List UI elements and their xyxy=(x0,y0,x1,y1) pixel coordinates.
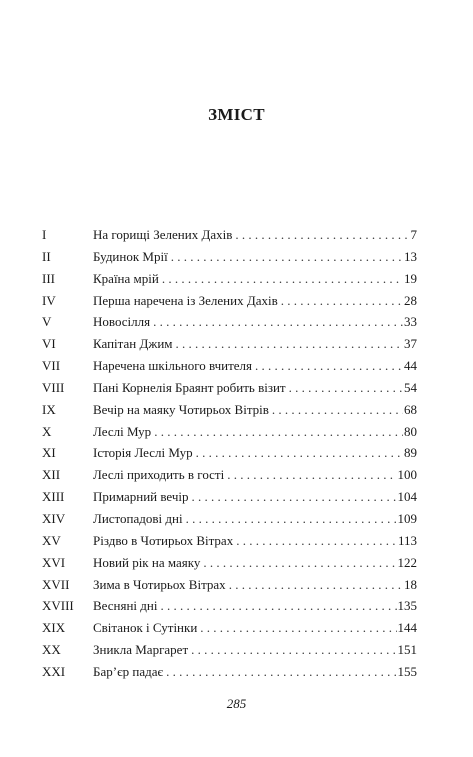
chapter-title: Наречена шкільного вчителя xyxy=(93,358,253,374)
toc-entry-15 xyxy=(42,533,417,555)
chapter-number: XII xyxy=(42,467,61,483)
chapter-number: XXI xyxy=(42,663,66,679)
dot-leader xyxy=(289,380,403,396)
chapter-page: 89 xyxy=(404,445,417,461)
chapter-number: XVIII xyxy=(42,598,74,614)
dot-leader xyxy=(200,620,396,636)
dot-leader xyxy=(281,293,403,309)
dot-leader xyxy=(166,664,396,680)
chapter-page: 104 xyxy=(397,489,417,505)
dot-leader xyxy=(196,445,403,461)
dot-leader xyxy=(154,424,403,440)
chapter-title: Історія Леслі Мур xyxy=(93,445,193,461)
chapter-page: 151 xyxy=(397,642,417,658)
chapter-page: 54 xyxy=(404,379,417,395)
toc-entry-19 xyxy=(42,620,417,642)
chapter-page: 135 xyxy=(397,598,417,614)
dot-leader xyxy=(227,467,396,483)
toc-entry-10 xyxy=(42,424,417,446)
chapter-page: 68 xyxy=(404,401,417,417)
chapter-title: Пані Корнелія Браянт робить візит xyxy=(93,379,286,395)
chapter-number: VII xyxy=(42,358,61,374)
chapter-title: На горищі Зелених Дахів xyxy=(93,227,233,242)
chapter-title: Новосілля xyxy=(93,314,151,330)
chapter-title: Зима в Чотирьох Вітрах xyxy=(93,576,226,592)
toc-entry-6 xyxy=(42,336,417,358)
chapter-title: Різдво в Чотирьох Вітрах xyxy=(93,532,234,548)
dot-leader xyxy=(192,489,397,505)
toc-entry-14 xyxy=(42,511,417,533)
toc-entry-7 xyxy=(42,358,417,380)
chapter-number: VI xyxy=(42,336,56,352)
toc-entry-4 xyxy=(42,293,417,315)
chapter-page: 44 xyxy=(404,358,417,374)
chapter-title: Капітан Джим xyxy=(93,336,173,352)
chapter-title: Перша наречена із Зелених Дахів xyxy=(93,292,278,308)
chapter-page: 18 xyxy=(404,576,417,592)
chapter-page: 155 xyxy=(397,663,417,679)
chapter-title: Світанок і Сутінки xyxy=(93,620,198,636)
chapter-title: Зникла Маргарет xyxy=(93,642,189,658)
table-of-contents xyxy=(42,227,417,686)
chapter-page: 80 xyxy=(404,423,417,439)
chapter-number: III xyxy=(42,270,55,286)
chapter-number: V xyxy=(42,314,52,330)
chapter-title: Листопадові дні xyxy=(93,510,183,526)
chapter-title: Леслі Мур xyxy=(93,423,152,439)
chapter-page: 113 xyxy=(397,532,417,548)
chapter-number: XIII xyxy=(42,489,65,505)
chapter-page: 144 xyxy=(397,620,417,636)
chapter-title: Новий рік на маяку xyxy=(93,554,201,570)
dot-leader xyxy=(235,227,409,243)
chapter-title: Примарний вечір xyxy=(93,489,189,505)
toc-entry-17 xyxy=(42,577,417,599)
chapter-page: 13 xyxy=(404,248,417,264)
toc-entry-5 xyxy=(42,314,417,336)
chapter-number: XV xyxy=(42,532,61,548)
toc-entry-1 xyxy=(42,227,417,249)
chapter-number: XX xyxy=(42,642,61,658)
page-number: 285 xyxy=(226,696,247,711)
chapter-number: I xyxy=(42,227,47,242)
chapter-number: X xyxy=(42,423,52,439)
toc-entry-21 xyxy=(42,664,417,686)
chapter-number: IX xyxy=(42,401,56,417)
chapter-number: XIX xyxy=(42,620,66,636)
dot-leader xyxy=(153,314,403,330)
chapter-title: Бар’єр падає xyxy=(93,663,164,679)
chapter-title: Весняні дні xyxy=(93,598,158,614)
dot-leader xyxy=(255,358,403,374)
toc-entry-16 xyxy=(42,555,417,577)
chapter-page: 122 xyxy=(397,554,417,570)
toc-entry-11 xyxy=(42,445,417,467)
chapter-title: Країна мрій xyxy=(93,270,159,286)
dot-leader xyxy=(162,271,403,287)
chapter-title: Леслі приходить в гості xyxy=(93,467,225,483)
chapter-number: XIV xyxy=(42,510,66,526)
chapter-page: 7 xyxy=(410,227,417,242)
chapter-page: 33 xyxy=(404,314,417,330)
chapter-page: 109 xyxy=(397,510,417,526)
chapter-title: Будинок Мрії xyxy=(93,248,168,264)
chapter-number: IV xyxy=(42,292,56,308)
dot-leader xyxy=(191,642,396,658)
chapter-page: 37 xyxy=(404,336,417,352)
toc-entry-3 xyxy=(42,271,417,293)
chapter-number: XI xyxy=(42,445,56,461)
chapter-number: VIII xyxy=(42,379,65,395)
chapter-number: XVII xyxy=(42,576,70,592)
dot-leader xyxy=(229,577,403,593)
chapter-page: 19 xyxy=(404,270,417,286)
dot-leader xyxy=(171,249,403,265)
dot-leader xyxy=(176,336,403,352)
toc-entry-18 xyxy=(42,598,417,620)
dot-leader xyxy=(272,402,403,418)
dot-leader xyxy=(203,555,396,571)
chapter-number: XVI xyxy=(42,554,66,570)
page-title: ЗМІСТ xyxy=(208,105,265,125)
toc-entry-13 xyxy=(42,489,417,511)
chapter-number: II xyxy=(42,248,51,264)
chapter-title: Вечір на маяку Чотирьох Вітрів xyxy=(93,401,269,417)
toc-entry-8 xyxy=(42,380,417,402)
chapter-page: 28 xyxy=(404,292,417,308)
dot-leader xyxy=(160,598,396,614)
toc-entry-12 xyxy=(42,467,417,489)
chapter-page: 100 xyxy=(397,467,417,483)
toc-entry-9 xyxy=(42,402,417,424)
toc-entry-20 xyxy=(42,642,417,664)
dot-leader xyxy=(236,533,397,549)
dot-leader xyxy=(186,511,397,527)
toc-entry-2 xyxy=(42,249,417,271)
